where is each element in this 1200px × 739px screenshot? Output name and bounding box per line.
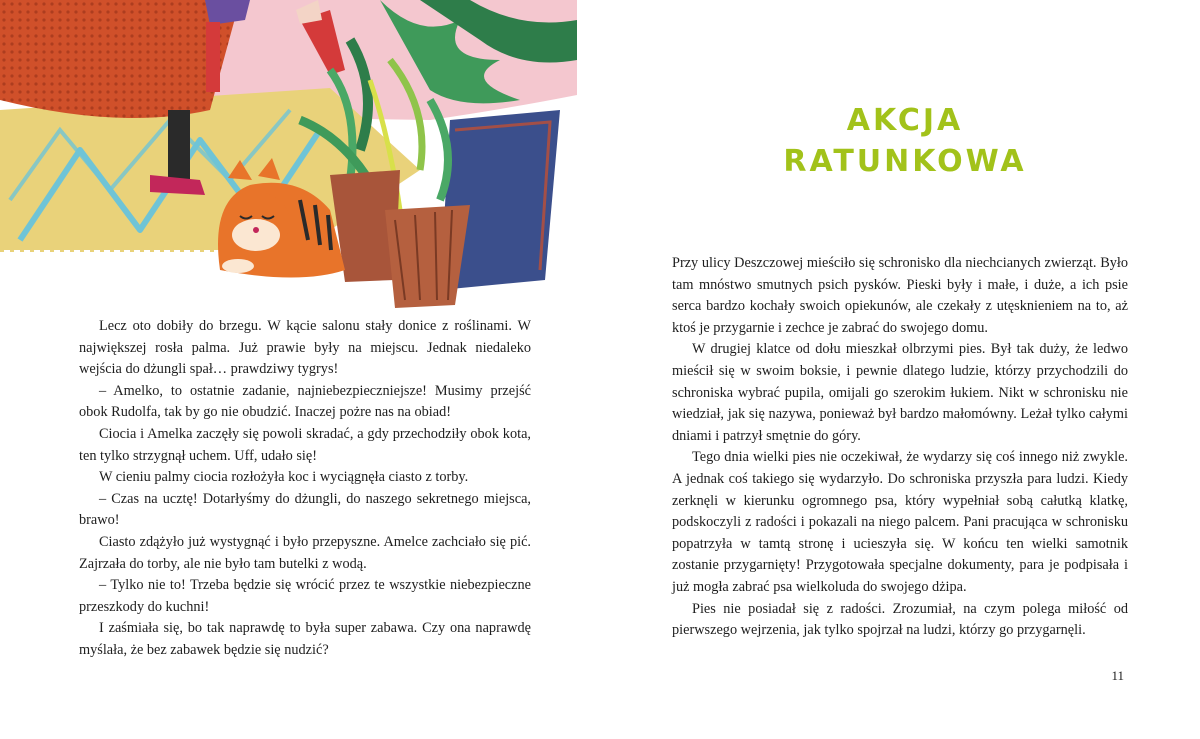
- illustration: [0, 0, 577, 310]
- paragraph: W cieniu palmy ciocia rozłożyła koc i wyciągnęła ciasto z torby.: [99, 469, 469, 486]
- right-page: [610, 0, 1200, 739]
- paragraph: Ciocia i Amelka zaczęły się powoli skradać, a gdy przechodziły obok kota, ten tylko strzygnął uchem. Uff, udało się!: [79, 425, 531, 464]
- chapter-title-line-1: AKCJA: [846, 103, 964, 138]
- paragraph: – Czas na ucztę! Dotarłyśmy do dżungli, do naszego sekretnego miejsca, brawo!: [79, 490, 531, 529]
- paragraph: Przy ulicy Deszczowej mieściło się schronisko dla niechcianych zwierząt. Było tam mnóstwo smutnych psich pysków. Pieski były i małe, i duże, a ich psie serca bardzo kochały swoich opiekunów, ale czekały z utęsknieniem na to, aż ktoś je przygarnie i zechce je zabrać do swojego domu.: [672, 255, 1128, 336]
- paragraph: Tego dnia wielki pies nie oczekiwał, że wydarzy się coś innego niż zwykle. A jednak coś takiego się wydarzyło. Do schroniska przyszła para ludzi. Kiedy zerknęli w kierunku ogromnego psa, który wypełniał sobą całutką klatkę, podskoczyli z radości i pokazali na niego palcem. Pani pracująca w schronisku popatrzyła w tamtą stronę i ucieszyła się. W końcu ten wielki samotnik zostanie przygarnięty! Przygotowała specjalne dokumenty, para je podpisała i już mogła zabrać psa wielkoluda do swojego dżipa.: [672, 449, 1128, 595]
- left-page-text: [79, 316, 531, 662]
- paragraph: I zaśmiała się, bo tak naprawdę to była super zabawa. Czy ona naprawdę myślała, że bez zabawek będzie się nudzić?: [79, 620, 531, 658]
- paragraph: – Amelko, to ostatnie zadanie, najniebezpieczniejsze! Musimy przejść obok Rudolfa, tak by go nie obudzić. Inaczej pożre nas na obiad!: [79, 382, 531, 421]
- paragraph: Pies nie posiadał się z radości. Zrozumiał, na czym polega miłość od pierwszego wejrzenia, jak tylko spojrzał na ludzi, którzy go przygarnęli.: [672, 600, 1128, 639]
- page-number: 11: [1111, 668, 1124, 683]
- paragraph: Ciasto zdążyło już wystygnąć i było przepyszne. Amelce zachciało się pić. Zajrzała do torby, ale nie było tam butelki z wodą.: [79, 533, 531, 572]
- chapter-title-line-2: RATUNKOWA: [783, 144, 1027, 179]
- paragraph: – Tylko nie to! Trzeba będzie się wrócić przez te wszystkie niebezpieczne przeszkody do kuchni!: [79, 577, 531, 615]
- paragraph: W drugiej klatce od dołu mieszkał olbrzymi pies. Był tak duży, że ledwo mieścił się w swoim boksie, i pewnie dlatego ludzie, którzy przychodzili do schroniska wybrać pupila, omijali go szerokim łukiem. Nikt w schronisku nie wiedział, jak się nazywa, ponieważ był bardzo małomówny. Leżał tylko całymi dniami i patrzył smętnie do góry.: [672, 341, 1128, 444]
- paragraph: Lecz oto dobiły do brzegu. W kącie salonu stały donice z roślinami. W największej rosła palma. Już prawie były na miejscu. Jednak niedaleko wejścia do dżungli spał… prawdziwy tygrys!: [79, 318, 531, 378]
- left-page: [0, 0, 590, 739]
- right-page-text: [672, 253, 1128, 642]
